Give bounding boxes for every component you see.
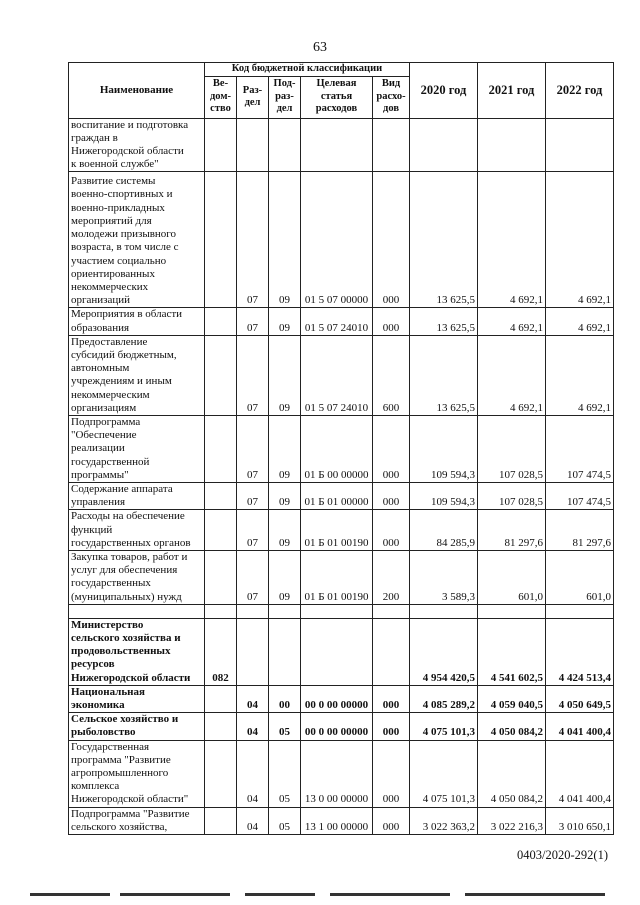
row-podrazdel	[269, 604, 301, 618]
row-amount-2020: 13 625,5	[410, 335, 478, 415]
row-amount-2020: 4 954 420,5	[410, 618, 478, 685]
row-amount-2022: 3 010 650,1	[546, 807, 614, 834]
row-target-article: 01 Б 01 00000	[301, 482, 373, 509]
row-amount-2021: 4 692,1	[478, 308, 546, 335]
row-amount-2021: 4 692,1	[478, 335, 546, 415]
budget-table	[68, 62, 614, 835]
row-podrazdel: 09	[269, 172, 301, 308]
row-amount-2020: 13 625,5	[410, 308, 478, 335]
row-podrazdel	[269, 118, 301, 172]
header-razdel: Раз- дел	[237, 76, 269, 118]
row-podrazdel: 09	[269, 550, 301, 604]
table-row	[69, 118, 614, 172]
row-name: Развитие системы военно-спортивных и военно-прикладных мероприятий для молодежи призывного возраста, в том числе с участием социально ориентированных некоммерческих организаций	[69, 172, 205, 308]
row-expense-type	[373, 118, 410, 172]
row-target-article: 00 0 00 00000	[301, 685, 373, 712]
row-amount-2020: 109 594,3	[410, 415, 478, 482]
row-razdel: 07	[237, 335, 269, 415]
header-vedomstvo: Ве- дом- ство	[205, 76, 237, 118]
row-name: воспитание и подготовка граждан в Нижегородской области к военной службе"	[69, 118, 205, 172]
row-amount-2021: 4 541 602,5	[478, 618, 546, 685]
row-amount-2020: 4 085 289,2	[410, 685, 478, 712]
row-podrazdel: 09	[269, 308, 301, 335]
row-razdel: 07	[237, 510, 269, 551]
row-name: Сельское хозяйство и рыболовство	[69, 713, 205, 740]
header-2021: 2021 год	[478, 63, 546, 119]
table-row	[69, 740, 614, 807]
row-name: Государственная программа "Развитие агропромышленного комплекса Нижегородской области"	[69, 740, 205, 807]
row-vedomstvo	[205, 685, 237, 712]
row-target-article: 01 Б 01 00190	[301, 550, 373, 604]
row-amount-2020: 3 589,3	[410, 550, 478, 604]
table-row	[69, 618, 614, 685]
table-row	[69, 482, 614, 509]
row-podrazdel	[269, 618, 301, 685]
row-amount-2021: 4 692,1	[478, 172, 546, 308]
row-vedomstvo	[205, 172, 237, 308]
table-row	[69, 713, 614, 740]
row-amount-2021: 107 028,5	[478, 482, 546, 509]
row-target-article: 01 Б 00 00000	[301, 415, 373, 482]
row-target-article: 01 Б 01 00190	[301, 510, 373, 551]
row-name: Мероприятия в области образования	[69, 308, 205, 335]
row-podrazdel: 09	[269, 510, 301, 551]
row-razdel: 07	[237, 172, 269, 308]
row-amount-2022: 107 474,5	[546, 415, 614, 482]
row-vedomstvo	[205, 550, 237, 604]
row-amount-2021: 4 050 084,2	[478, 713, 546, 740]
table-row	[69, 335, 614, 415]
row-amount-2020: 4 075 101,3	[410, 713, 478, 740]
row-razdel: 04	[237, 740, 269, 807]
row-amount-2022: 4 041 400,4	[546, 713, 614, 740]
scan-edge-mark	[120, 893, 230, 896]
row-expense-type: 000	[373, 172, 410, 308]
table-row	[69, 308, 614, 335]
row-name: Подпрограмма "Развитие сельского хозяйства,	[69, 807, 205, 834]
row-vedomstvo	[205, 308, 237, 335]
row-amount-2020	[410, 118, 478, 172]
row-amount-2020: 3 022 363,2	[410, 807, 478, 834]
row-name: Содержание аппарата управления	[69, 482, 205, 509]
row-amount-2021	[478, 118, 546, 172]
row-name: Министерство сельского хозяйства и продовольственных ресурсов Нижегородской области	[69, 618, 205, 685]
row-name	[69, 604, 205, 618]
row-expense-type	[373, 618, 410, 685]
row-expense-type: 000	[373, 740, 410, 807]
row-amount-2021: 107 028,5	[478, 415, 546, 482]
row-amount-2021: 4 059 040,5	[478, 685, 546, 712]
table-row	[69, 604, 614, 618]
row-amount-2020: 4 075 101,3	[410, 740, 478, 807]
scan-edge-mark	[465, 893, 605, 896]
table-body	[69, 118, 614, 835]
row-amount-2021: 3 022 216,3	[478, 807, 546, 834]
row-razdel: 04	[237, 713, 269, 740]
row-amount-2022: 601,0	[546, 550, 614, 604]
row-target-article: 00 0 00 00000	[301, 713, 373, 740]
row-podrazdel: 09	[269, 335, 301, 415]
row-podrazdel: 05	[269, 713, 301, 740]
header-expense-type: Вид расхо- дов	[373, 76, 410, 118]
row-amount-2022: 4 041 400,4	[546, 740, 614, 807]
row-vedomstvo	[205, 807, 237, 834]
document-code: 0403/2020-292(1)	[517, 848, 608, 862]
row-razdel	[237, 118, 269, 172]
header-2022: 2022 год	[546, 63, 614, 119]
row-target-article: 13 0 00 00000	[301, 740, 373, 807]
row-amount-2021: 4 050 084,2	[478, 740, 546, 807]
row-amount-2020	[410, 604, 478, 618]
row-target-article	[301, 118, 373, 172]
row-razdel: 07	[237, 308, 269, 335]
row-razdel: 07	[237, 482, 269, 509]
row-amount-2020: 109 594,3	[410, 482, 478, 509]
row-expense-type: 000	[373, 510, 410, 551]
table-row	[69, 550, 614, 604]
row-target-article	[301, 604, 373, 618]
row-expense-type: 000	[373, 415, 410, 482]
header-code-group: Код бюджетной классификации	[205, 63, 410, 77]
row-name: Расходы на обеспечение функций государственных органов	[69, 510, 205, 551]
row-expense-type: 600	[373, 335, 410, 415]
row-vedomstvo	[205, 415, 237, 482]
row-amount-2022: 4 424 513,4	[546, 618, 614, 685]
header-target: Целевая статья расходов	[301, 76, 373, 118]
row-amount-2022: 107 474,5	[546, 482, 614, 509]
row-amount-2022: 81 297,6	[546, 510, 614, 551]
row-expense-type	[373, 604, 410, 618]
scan-edge-mark	[245, 893, 315, 896]
row-name: Закупка товаров, работ и услуг для обеспечения государственных (муниципальных) нужд	[69, 550, 205, 604]
row-razdel	[237, 618, 269, 685]
row-vedomstvo	[205, 713, 237, 740]
row-name: Подпрограмма "Обеспечение реализации государственной программы"	[69, 415, 205, 482]
row-target-article: 01 5 07 00000	[301, 172, 373, 308]
row-amount-2022: 4 692,1	[546, 308, 614, 335]
row-vedomstvo	[205, 510, 237, 551]
row-vedomstvo	[205, 740, 237, 807]
row-amount-2022: 4 050 649,5	[546, 685, 614, 712]
row-amount-2020: 84 285,9	[410, 510, 478, 551]
row-vedomstvo	[205, 118, 237, 172]
scan-edge-mark	[30, 893, 110, 896]
row-amount-2021	[478, 604, 546, 618]
header-podrazdel: Под- раз- дел	[269, 76, 301, 118]
row-amount-2022	[546, 604, 614, 618]
row-amount-2021: 81 297,6	[478, 510, 546, 551]
row-expense-type: 200	[373, 550, 410, 604]
row-expense-type: 000	[373, 482, 410, 509]
row-amount-2022: 4 692,1	[546, 335, 614, 415]
header-name: Наименование	[69, 63, 205, 119]
row-razdel: 04	[237, 807, 269, 834]
row-target-article: 01 5 07 24010	[301, 308, 373, 335]
table-row	[69, 415, 614, 482]
row-target-article: 13 1 00 00000	[301, 807, 373, 834]
row-podrazdel: 05	[269, 807, 301, 834]
row-target-article	[301, 618, 373, 685]
row-expense-type: 000	[373, 713, 410, 740]
row-expense-type: 000	[373, 685, 410, 712]
row-podrazdel: 05	[269, 740, 301, 807]
row-amount-2022: 4 692,1	[546, 172, 614, 308]
row-razdel: 07	[237, 550, 269, 604]
row-vedomstvo	[205, 604, 237, 618]
table-row	[69, 172, 614, 308]
table-row	[69, 685, 614, 712]
row-razdel: 07	[237, 415, 269, 482]
row-name: Национальная экономика	[69, 685, 205, 712]
row-podrazdel: 09	[269, 415, 301, 482]
row-podrazdel: 00	[269, 685, 301, 712]
row-vedomstvo	[205, 482, 237, 509]
row-vedomstvo	[205, 335, 237, 415]
row-amount-2021: 601,0	[478, 550, 546, 604]
scan-edge-mark	[330, 893, 450, 896]
row-podrazdel: 09	[269, 482, 301, 509]
row-expense-type: 000	[373, 308, 410, 335]
row-razdel	[237, 604, 269, 618]
row-target-article: 01 5 07 24010	[301, 335, 373, 415]
row-amount-2022	[546, 118, 614, 172]
table-row	[69, 510, 614, 551]
header-2020: 2020 год	[410, 63, 478, 119]
table-row	[69, 807, 614, 834]
row-name: Предоставление субсидий бюджетным, автономным учреждениям и иным некоммерческим организациям	[69, 335, 205, 415]
page-number: 63	[313, 40, 327, 55]
row-vedomstvo: 082	[205, 618, 237, 685]
row-expense-type: 000	[373, 807, 410, 834]
row-amount-2020: 13 625,5	[410, 172, 478, 308]
row-razdel: 04	[237, 685, 269, 712]
